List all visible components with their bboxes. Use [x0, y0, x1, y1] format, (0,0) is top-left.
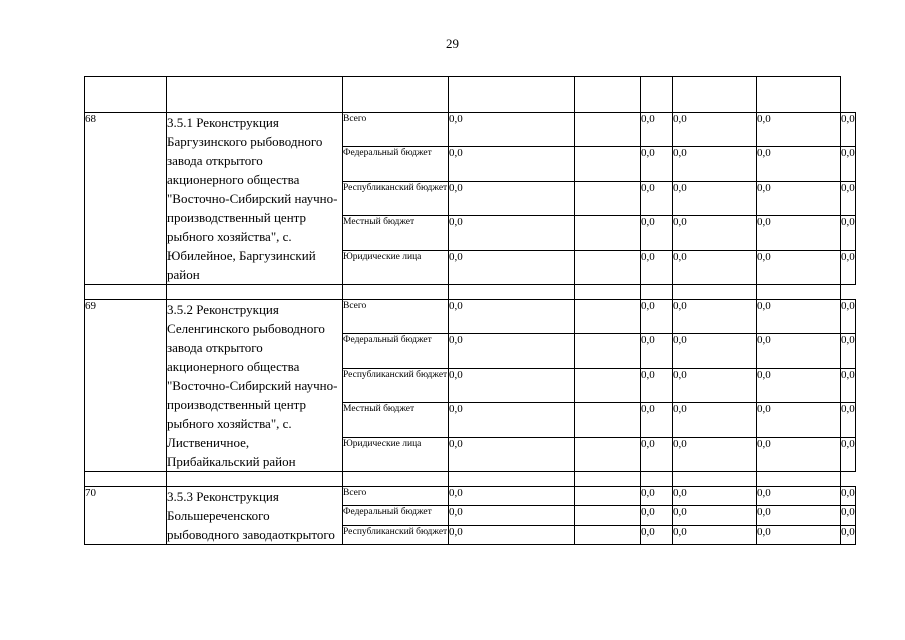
funding-source: Местный бюджет: [343, 403, 449, 437]
value-cell: 0,0: [641, 506, 673, 525]
spacer-row: [85, 285, 856, 300]
value-cell: 0,0: [673, 147, 757, 181]
value-cell: 0,0: [641, 250, 673, 284]
value-cell: 0,0: [757, 147, 841, 181]
empty-cell: [575, 216, 641, 250]
empty-cell: [575, 525, 641, 544]
spacer-cell: [85, 285, 167, 300]
value-cell: 0,0: [449, 506, 575, 525]
funding-source: Всего: [343, 300, 449, 334]
spacer-cell: [85, 472, 167, 487]
value-cell: 0,0: [841, 334, 856, 368]
spacer-cell: [673, 472, 757, 487]
value-cell: 0,0: [841, 147, 856, 181]
header-cell: [757, 77, 841, 113]
value-cell: 0,0: [673, 216, 757, 250]
value-cell: 0,0: [673, 334, 757, 368]
value-cell: 0,0: [673, 113, 757, 147]
value-cell: 0,0: [757, 300, 841, 334]
funding-source: Всего: [343, 113, 449, 147]
value-cell: 0,0: [841, 181, 856, 215]
funding-source: Всего: [343, 487, 449, 506]
empty-cell: [575, 147, 641, 181]
value-cell: 0,0: [757, 506, 841, 525]
value-cell: 0,0: [641, 113, 673, 147]
value-cell: 0,0: [673, 300, 757, 334]
header-cell: [85, 77, 167, 113]
value-cell: 0,0: [841, 525, 856, 544]
spacer-cell: [167, 472, 343, 487]
value-cell: 0,0: [673, 525, 757, 544]
value-cell: 0,0: [757, 437, 841, 471]
value-cell: 0,0: [841, 368, 856, 402]
value-cell: 0,0: [841, 506, 856, 525]
value-cell: 0,0: [641, 300, 673, 334]
value-cell: 0,0: [673, 487, 757, 506]
spacer-cell: [575, 472, 641, 487]
spacer-cell: [673, 285, 757, 300]
empty-cell: [575, 113, 641, 147]
spacer-cell: [449, 472, 575, 487]
spacer-cell: [449, 285, 575, 300]
value-cell: 0,0: [449, 147, 575, 181]
empty-cell: [575, 334, 641, 368]
value-cell: 0,0: [757, 403, 841, 437]
value-cell: 0,0: [449, 181, 575, 215]
value-cell: 0,0: [757, 216, 841, 250]
value-cell: 0,0: [757, 250, 841, 284]
spacer-cell: [641, 285, 673, 300]
project-description: 3.5.3 Реконструкция Большереченского рыбоводного заводаоткрытого: [167, 487, 343, 545]
value-cell: 0,0: [841, 216, 856, 250]
value-cell: 0,0: [841, 113, 856, 147]
empty-cell: [575, 506, 641, 525]
value-cell: 0,0: [757, 113, 841, 147]
spacer-cell: [641, 472, 673, 487]
value-cell: 0,0: [757, 487, 841, 506]
funding-source: Юридические лица: [343, 250, 449, 284]
empty-cell: [575, 487, 641, 506]
value-cell: 0,0: [449, 300, 575, 334]
page-number: 29: [446, 36, 459, 51]
value-cell: 0,0: [641, 216, 673, 250]
value-cell: 0,0: [641, 147, 673, 181]
value-cell: 0,0: [757, 368, 841, 402]
value-cell: 0,0: [841, 437, 856, 471]
value-cell: 0,0: [841, 300, 856, 334]
empty-cell: [575, 250, 641, 284]
table-row: [85, 300, 856, 334]
spacer-cell: [757, 472, 841, 487]
table-row: [85, 487, 856, 506]
empty-cell: [575, 368, 641, 402]
value-cell: 0,0: [757, 181, 841, 215]
spacer-cell: [343, 472, 449, 487]
header-cell: [449, 77, 575, 113]
empty-cell: [575, 403, 641, 437]
project-number: 68: [85, 113, 167, 285]
value-cell: 0,0: [841, 487, 856, 506]
funding-source: Республиканский бюджет: [343, 368, 449, 402]
value-cell: 0,0: [641, 334, 673, 368]
spacer-cell: [167, 285, 343, 300]
project-number: 70: [85, 487, 167, 545]
budget-table: [84, 76, 856, 545]
spacer-row: [85, 472, 856, 487]
table-header-row: [85, 77, 856, 113]
value-cell: 0,0: [641, 368, 673, 402]
value-cell: 0,0: [673, 368, 757, 402]
value-cell: 0,0: [449, 437, 575, 471]
value-cell: 0,0: [673, 250, 757, 284]
funding-source: Республиканский бюджет: [343, 181, 449, 215]
funding-source: Республиканский бюджет: [343, 525, 449, 544]
funding-source: Местный бюджет: [343, 216, 449, 250]
value-cell: 0,0: [449, 525, 575, 544]
funding-source: Федеральный бюджет: [343, 147, 449, 181]
value-cell: 0,0: [449, 250, 575, 284]
spacer-cell: [757, 285, 841, 300]
value-cell: 0,0: [673, 437, 757, 471]
funding-source: Федеральный бюджет: [343, 506, 449, 525]
value-cell: 0,0: [449, 487, 575, 506]
header-cell: [343, 77, 449, 113]
empty-cell: [575, 437, 641, 471]
value-cell: 0,0: [641, 403, 673, 437]
header-cell: [167, 77, 343, 113]
project-description: 3.5.2 Реконструкция Селенгинского рыбоводного завода открытого акционерного общества "Восточно-Сибирский научно-производственный центр рыбного хозяйства", с. Лиственичное, Прибайкальский район: [167, 300, 343, 472]
value-cell: 0,0: [841, 250, 856, 284]
value-cell: 0,0: [757, 525, 841, 544]
value-cell: 0,0: [641, 487, 673, 506]
table-row: [85, 113, 856, 147]
empty-cell: [575, 300, 641, 334]
value-cell: 0,0: [673, 403, 757, 437]
value-cell: 0,0: [449, 368, 575, 402]
project-description: 3.5.1 Реконструкция Баргузинского рыбоводного завода открытого акционерного общества "Восточно-Сибирский научно-производственный центр рыбного хозяйства", с. Юбилейное, Баргузинский район: [167, 113, 343, 285]
value-cell: 0,0: [449, 216, 575, 250]
spacer-cell: [575, 285, 641, 300]
header-cell: [575, 77, 641, 113]
value-cell: 0,0: [673, 181, 757, 215]
value-cell: 0,0: [449, 334, 575, 368]
value-cell: 0,0: [449, 113, 575, 147]
empty-cell: [575, 181, 641, 215]
header-cell: [641, 77, 673, 113]
value-cell: 0,0: [449, 403, 575, 437]
value-cell: 0,0: [673, 506, 757, 525]
funding-source: Юридические лица: [343, 437, 449, 471]
project-number: 69: [85, 300, 167, 472]
spacer-cell: [343, 285, 449, 300]
value-cell: 0,0: [641, 181, 673, 215]
value-cell: 0,0: [841, 403, 856, 437]
value-cell: 0,0: [641, 525, 673, 544]
value-cell: 0,0: [757, 334, 841, 368]
funding-source: Федеральный бюджет: [343, 334, 449, 368]
value-cell: 0,0: [641, 437, 673, 471]
header-cell: [673, 77, 757, 113]
